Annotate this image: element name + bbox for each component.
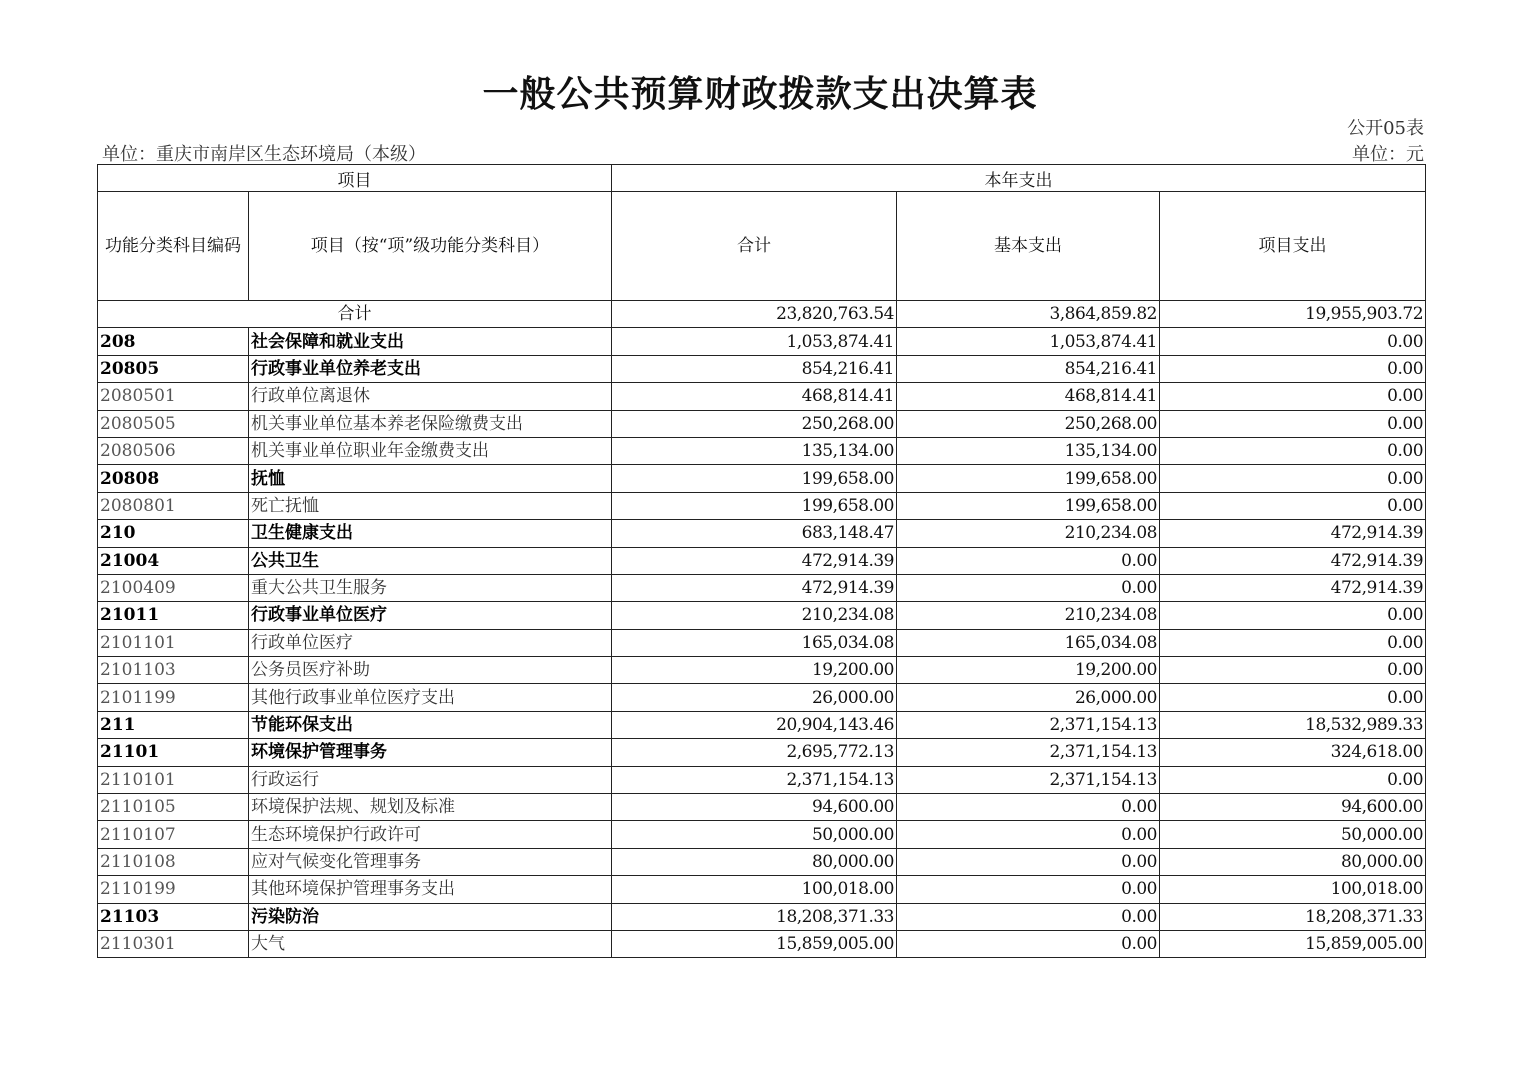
row-code: 2110301 xyxy=(98,930,249,957)
row-basic: 26,000.00 xyxy=(897,684,1160,711)
row-name: 环境保护法规、规划及标准 xyxy=(249,794,612,821)
table-row xyxy=(98,328,1426,355)
total-row xyxy=(98,301,1426,328)
row-name: 节能环保支出 xyxy=(249,711,612,738)
header-name: 项目（按“项”级功能分类科目） xyxy=(249,192,612,301)
row-basic: 0.00 xyxy=(897,876,1160,903)
row-total: 683,148.47 xyxy=(612,520,897,547)
total-total: 23,820,763.54 xyxy=(612,301,897,328)
table-row xyxy=(98,876,1426,903)
header-project: 项目支出 xyxy=(1160,192,1426,301)
row-total: 472,914.39 xyxy=(612,547,897,574)
row-code: 2101199 xyxy=(98,684,249,711)
row-basic: 0.00 xyxy=(897,903,1160,930)
row-basic: 0.00 xyxy=(897,930,1160,957)
row-basic: 199,658.00 xyxy=(897,465,1160,492)
row-project: 80,000.00 xyxy=(1160,848,1426,875)
row-code: 2080506 xyxy=(98,437,249,464)
row-code: 20808 xyxy=(98,465,249,492)
table-row xyxy=(98,410,1426,437)
row-total: 18,208,371.33 xyxy=(612,903,897,930)
row-total: 50,000.00 xyxy=(612,821,897,848)
row-code: 211 xyxy=(98,711,249,738)
header-row-group xyxy=(98,165,1426,192)
row-basic: 2,371,154.13 xyxy=(897,766,1160,793)
row-name: 行政事业单位养老支出 xyxy=(249,355,612,382)
row-project: 0.00 xyxy=(1160,328,1426,355)
organization-unit: 单位：重庆市南岸区生态环境局（本级） xyxy=(102,144,426,165)
header-current-year: 本年支出 xyxy=(612,165,1426,192)
row-total: 468,814.41 xyxy=(612,383,897,410)
row-project: 0.00 xyxy=(1160,657,1426,684)
row-basic: 2,371,154.13 xyxy=(897,711,1160,738)
row-project: 0.00 xyxy=(1160,465,1426,492)
row-total: 199,658.00 xyxy=(612,492,897,519)
row-name: 死亡抚恤 xyxy=(249,492,612,519)
row-name: 卫生健康支出 xyxy=(249,520,612,547)
row-code: 2080505 xyxy=(98,410,249,437)
table-row xyxy=(98,848,1426,875)
row-total: 20,904,143.46 xyxy=(612,711,897,738)
table-row xyxy=(98,629,1426,656)
table-row xyxy=(98,437,1426,464)
row-name: 机关事业单位基本养老保险缴费支出 xyxy=(249,410,612,437)
row-basic: 854,216.41 xyxy=(897,355,1160,382)
row-project: 0.00 xyxy=(1160,410,1426,437)
row-name: 其他行政事业单位医疗支出 xyxy=(249,684,612,711)
row-total: 15,859,005.00 xyxy=(612,930,897,957)
row-project: 472,914.39 xyxy=(1160,574,1426,601)
table-row xyxy=(98,602,1426,629)
row-project: 324,618.00 xyxy=(1160,739,1426,766)
row-total: 199,658.00 xyxy=(612,465,897,492)
row-name: 污染防治 xyxy=(249,903,612,930)
table-row xyxy=(98,766,1426,793)
row-basic: 19,200.00 xyxy=(897,657,1160,684)
row-total: 250,268.00 xyxy=(612,410,897,437)
header-basic: 基本支出 xyxy=(897,192,1160,301)
row-basic: 165,034.08 xyxy=(897,629,1160,656)
row-name: 机关事业单位职业年金缴费支出 xyxy=(249,437,612,464)
row-basic: 468,814.41 xyxy=(897,383,1160,410)
row-name: 大气 xyxy=(249,930,612,957)
row-code: 21011 xyxy=(98,602,249,629)
row-code: 2110101 xyxy=(98,766,249,793)
table-row xyxy=(98,903,1426,930)
table-row xyxy=(98,739,1426,766)
total-project: 19,955,903.72 xyxy=(1160,301,1426,328)
row-project: 472,914.39 xyxy=(1160,520,1426,547)
row-code: 2110108 xyxy=(98,848,249,875)
row-name: 其他环境保护管理事务支出 xyxy=(249,876,612,903)
total-label: 合计 xyxy=(98,301,612,328)
row-project: 472,914.39 xyxy=(1160,547,1426,574)
table-row xyxy=(98,355,1426,382)
row-basic: 250,268.00 xyxy=(897,410,1160,437)
row-basic: 2,371,154.13 xyxy=(897,739,1160,766)
row-name: 环境保护管理事务 xyxy=(249,739,612,766)
row-code: 21101 xyxy=(98,739,249,766)
row-name: 行政运行 xyxy=(249,766,612,793)
row-basic: 210,234.08 xyxy=(897,602,1160,629)
row-code: 210 xyxy=(98,520,249,547)
row-name: 行政事业单位医疗 xyxy=(249,602,612,629)
row-total: 210,234.08 xyxy=(612,602,897,629)
row-project: 0.00 xyxy=(1160,383,1426,410)
row-basic: 0.00 xyxy=(897,574,1160,601)
table-row xyxy=(98,657,1426,684)
row-code: 20805 xyxy=(98,355,249,382)
row-name: 公共卫生 xyxy=(249,547,612,574)
table-row xyxy=(98,794,1426,821)
row-project: 50,000.00 xyxy=(1160,821,1426,848)
row-project: 0.00 xyxy=(1160,492,1426,519)
table-row xyxy=(98,930,1426,957)
row-total: 94,600.00 xyxy=(612,794,897,821)
table-row xyxy=(98,465,1426,492)
table-row xyxy=(98,520,1426,547)
form-number: 公开05表 xyxy=(1347,118,1424,139)
table-row xyxy=(98,574,1426,601)
row-project: 0.00 xyxy=(1160,684,1426,711)
row-total: 100,018.00 xyxy=(612,876,897,903)
row-basic: 135,134.00 xyxy=(897,437,1160,464)
row-code: 2100409 xyxy=(98,574,249,601)
row-name: 社会保障和就业支出 xyxy=(249,328,612,355)
row-basic: 210,234.08 xyxy=(897,520,1160,547)
currency-unit: 单位：元 xyxy=(1352,144,1424,165)
row-code: 2110199 xyxy=(98,876,249,903)
row-project: 15,859,005.00 xyxy=(1160,930,1426,957)
row-project: 18,532,989.33 xyxy=(1160,711,1426,738)
row-basic: 0.00 xyxy=(897,821,1160,848)
row-name: 公务员医疗补助 xyxy=(249,657,612,684)
row-code: 2101101 xyxy=(98,629,249,656)
row-name: 行政单位离退休 xyxy=(249,383,612,410)
row-code: 2080501 xyxy=(98,383,249,410)
row-total: 19,200.00 xyxy=(612,657,897,684)
table-row xyxy=(98,383,1426,410)
row-name: 生态环境保护行政许可 xyxy=(249,821,612,848)
row-total: 1,053,874.41 xyxy=(612,328,897,355)
row-project: 0.00 xyxy=(1160,437,1426,464)
row-project: 18,208,371.33 xyxy=(1160,903,1426,930)
row-name: 重大公共卫生服务 xyxy=(249,574,612,601)
row-code: 21103 xyxy=(98,903,249,930)
header-item: 项目 xyxy=(98,165,612,192)
table-row xyxy=(98,684,1426,711)
total-basic: 3,864,859.82 xyxy=(897,301,1160,328)
row-total: 165,034.08 xyxy=(612,629,897,656)
row-code: 2110107 xyxy=(98,821,249,848)
page-title: 一般公共预算财政拨款支出决算表 xyxy=(482,73,1038,115)
row-total: 472,914.39 xyxy=(612,574,897,601)
row-project: 0.00 xyxy=(1160,629,1426,656)
row-code: 21004 xyxy=(98,547,249,574)
row-total: 2,371,154.13 xyxy=(612,766,897,793)
table-row xyxy=(98,711,1426,738)
row-total: 80,000.00 xyxy=(612,848,897,875)
row-code: 2110105 xyxy=(98,794,249,821)
header-row-columns xyxy=(98,192,1426,301)
row-code: 2101103 xyxy=(98,657,249,684)
budget-table xyxy=(97,164,1426,958)
row-total: 854,216.41 xyxy=(612,355,897,382)
row-basic: 0.00 xyxy=(897,848,1160,875)
table-row xyxy=(98,821,1426,848)
row-project: 0.00 xyxy=(1160,766,1426,793)
row-code: 2080801 xyxy=(98,492,249,519)
row-basic: 1,053,874.41 xyxy=(897,328,1160,355)
header-total: 合计 xyxy=(612,192,897,301)
row-code: 208 xyxy=(98,328,249,355)
row-name: 应对气候变化管理事务 xyxy=(249,848,612,875)
row-total: 26,000.00 xyxy=(612,684,897,711)
table-row xyxy=(98,547,1426,574)
row-total: 2,695,772.13 xyxy=(612,739,897,766)
row-project: 94,600.00 xyxy=(1160,794,1426,821)
row-total: 135,134.00 xyxy=(612,437,897,464)
row-project: 100,018.00 xyxy=(1160,876,1426,903)
row-project: 0.00 xyxy=(1160,602,1426,629)
row-basic: 0.00 xyxy=(897,794,1160,821)
row-name: 行政单位医疗 xyxy=(249,629,612,656)
table-row xyxy=(98,492,1426,519)
header-code: 功能分类科目编码 xyxy=(98,192,249,301)
row-name: 抚恤 xyxy=(249,465,612,492)
row-basic: 199,658.00 xyxy=(897,492,1160,519)
row-project: 0.00 xyxy=(1160,355,1426,382)
row-basic: 0.00 xyxy=(897,547,1160,574)
